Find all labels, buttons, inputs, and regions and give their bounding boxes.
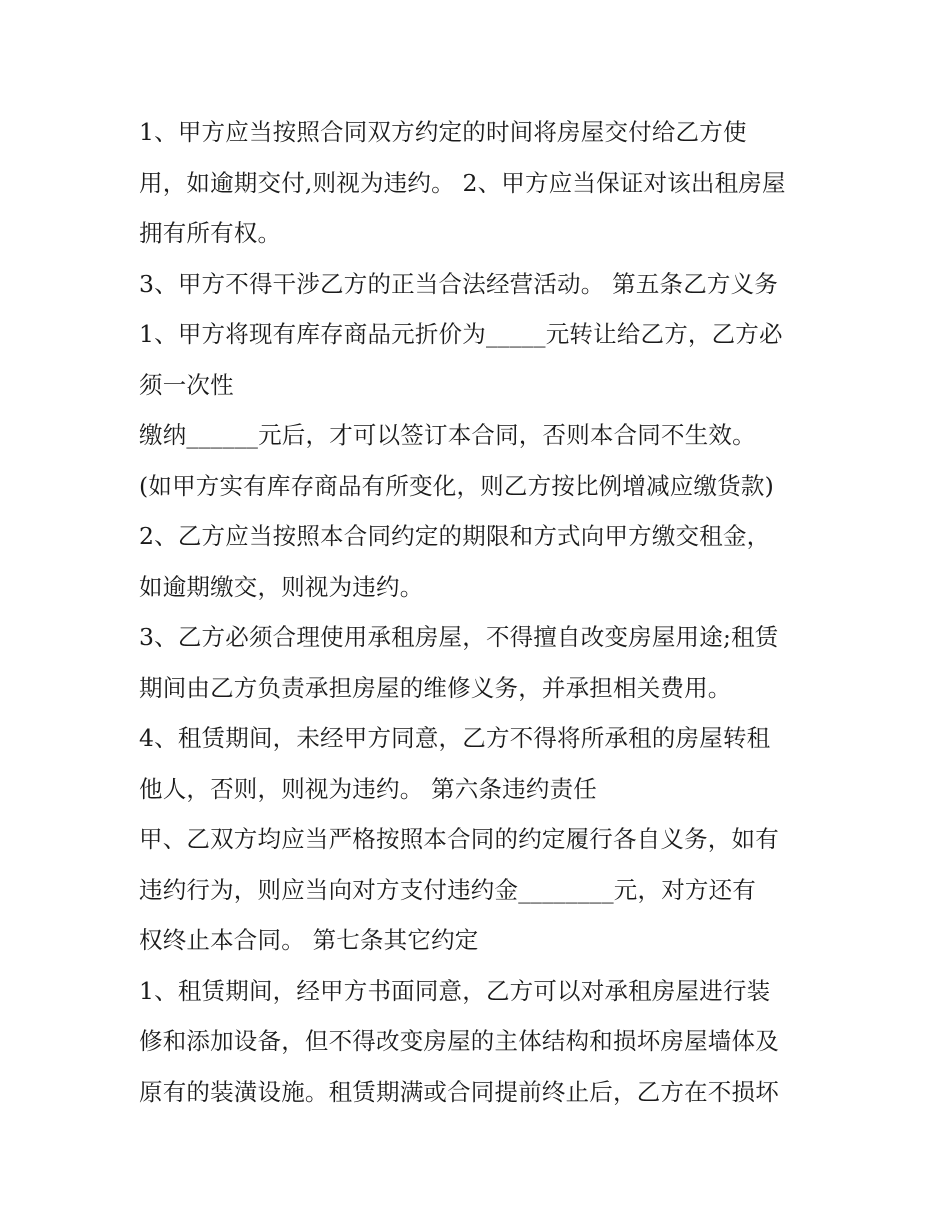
text-line: 甲、乙双方均应当严格按照本合同的约定履行各自义务，如有	[139, 825, 779, 853]
text-line: 缴纳______元后，才可以签订本合同，否则本合同不生效。	[139, 421, 756, 449]
text-line: 4、租赁期间，未经甲方同意，乙方不得将所承租的房屋转租	[139, 724, 771, 752]
text-line: 拥有所有权。	[139, 219, 282, 247]
text-line: 违约行为，则应当向对方支付违约金________元，对方还有	[139, 875, 756, 904]
text-line: 期间由乙方负责承担房屋的维修义务，并承担相关费用。	[139, 673, 732, 702]
text-line: (如甲方实有库存商品有所变化，则乙方按比例增减应缴货款)	[139, 471, 774, 500]
text-line: 用，如逾期交付,则视为违约。 2、甲方应当保证对该出租房屋	[139, 168, 786, 197]
text-line: 须一次性	[139, 370, 234, 399]
text-line: 3、甲方不得干涉乙方的正当合法经营活动。 第五条乙方义务	[139, 269, 779, 298]
text-line: 2、乙方应当按照本合同约定的期限和方式向甲方缴交租金，	[139, 522, 771, 550]
text-line: 1、甲方将现有库存商品元折价为_____元转让给乙方，乙方必	[139, 320, 783, 348]
text-line: 修和添加设备，但不得改变房屋的主体结构和损坏房屋墙体及	[139, 1027, 779, 1055]
contract-text-body	[139, 107, 839, 1117]
text-line: 他人，否则，则视为违约。 第六条违约责任	[139, 774, 597, 803]
text-line: 3、乙方必须合理使用承租房屋，不得擅自改变房屋用途;租赁	[139, 623, 779, 651]
text-line: 权终止本合同。 第七条其它约定	[139, 926, 479, 954]
text-line: 1、租赁期间，经甲方书面同意，乙方可以对承租房屋进行装	[139, 976, 771, 1005]
text-line: 1、甲方应当按照合同双方约定的时间将房屋交付给乙方使	[139, 118, 747, 146]
text-line: 如逾期缴交，则视为违约。	[139, 572, 424, 601]
text-line: 原有的装潢设施。租赁期满或合同提前终止后，乙方在不损坏	[139, 1077, 779, 1106]
